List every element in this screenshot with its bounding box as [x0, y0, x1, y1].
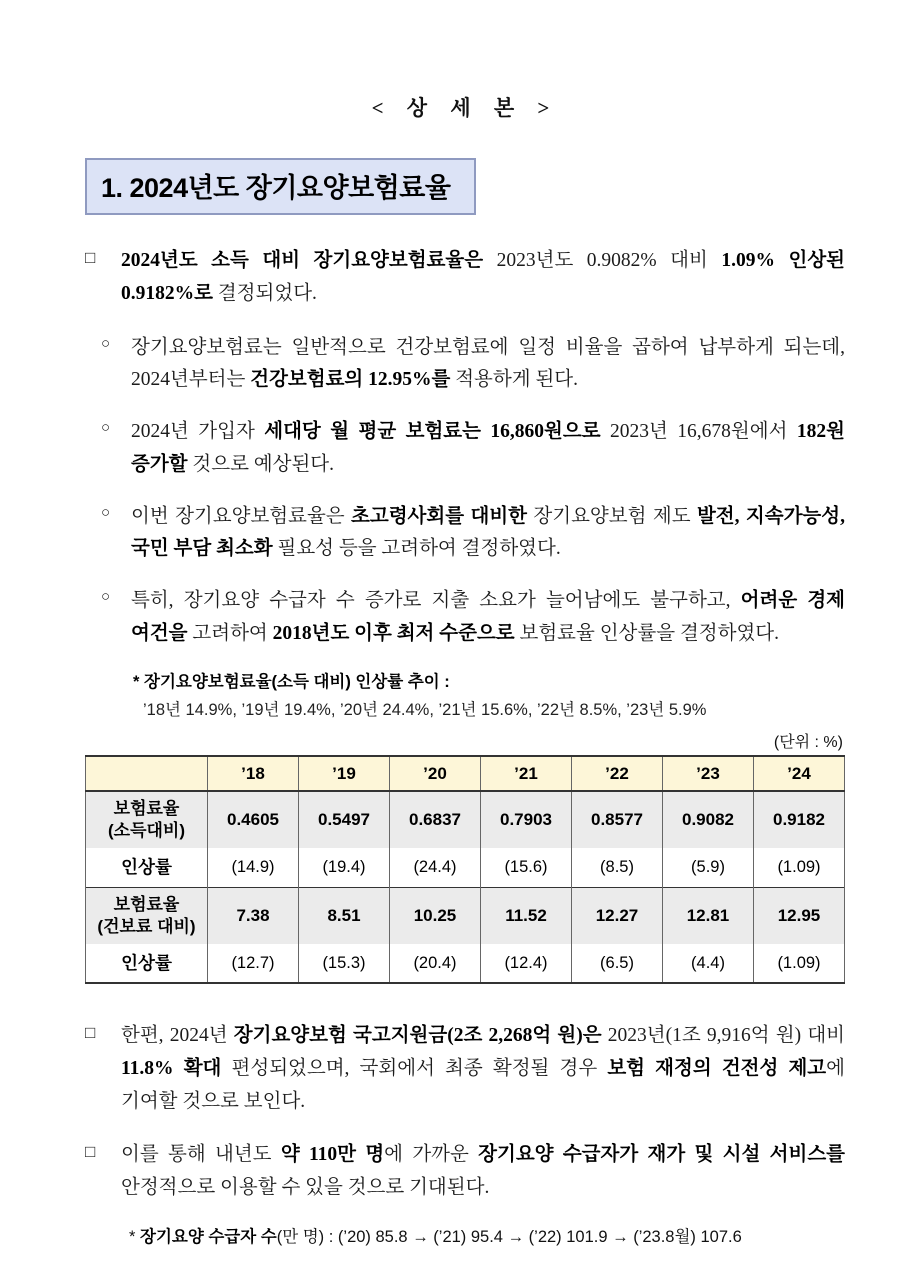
emphasis-text: 세대당 월 평균 보험료는 16,860원으로: [264, 421, 601, 442]
value-cell: (12.4): [481, 944, 572, 983]
value-cell: 0.6837: [390, 791, 481, 848]
paragraphs-bottom: [85, 1020, 845, 1205]
body-text: 안정적으로 이용할 수 있을 것으로 기대된다.: [121, 1177, 490, 1199]
emphasis-text: 장기요양보험 국고지원금(2조 2,268억 원)은: [233, 1025, 602, 1047]
emphasis-text: 장기요양 수급자 수: [140, 1227, 277, 1246]
year-header-cell: ’22: [572, 756, 663, 791]
emphasis-text: 2024년도 소득 대비 장기요양보험료율은: [121, 250, 484, 271]
value-cell: (24.4): [390, 848, 481, 887]
value-cell: 0.4605: [208, 791, 299, 848]
value-cell: 12.81: [663, 887, 754, 944]
body-text: 특히, 장기요양 수급자 수 증가로 지출 소요가 늘어남에도 불구하고,: [131, 590, 741, 611]
square-bullet-marker: □: [85, 1142, 96, 1162]
value-cell: 11.52: [481, 887, 572, 944]
paragraph: [85, 416, 845, 482]
body-text: 편성되었으며, 국회에서 최종 확정될 경우: [221, 1057, 608, 1079]
square-bullet-marker: □: [85, 248, 96, 267]
footnote-rate-trend: [133, 668, 845, 726]
paragraph: [85, 1020, 845, 1118]
body-text: 적용하게 된다.: [450, 369, 578, 391]
paragraphs-top: [85, 245, 845, 651]
emphasis-text: 약 110만 명: [280, 1144, 385, 1166]
value-cell: 7.38: [208, 887, 299, 944]
section-heading: 1. 2024년도 장기요양보험료율: [85, 158, 476, 215]
value-cell: (14.9): [208, 848, 299, 887]
doc-title: < 상 세 본 >: [371, 96, 559, 120]
value-cell: (1.09): [754, 944, 845, 983]
row-label: 보험료율 (건보료 대비): [86, 887, 208, 944]
emphasis-text: 발전, 지속가능성, 국민 부담 최소화: [131, 505, 845, 560]
footnote-recipients: [129, 1224, 845, 1250]
value-cell: 0.5497: [299, 791, 390, 848]
table-row: [86, 944, 845, 983]
circle-bullet-marker: ○: [101, 420, 111, 436]
footnote-rate-trend-values: ’18년 14.9%, ’19년 19.4%, ’20년 24.4%, ’21년 15.6%, ’22년 8.5%, ’23년 5.9%: [143, 701, 707, 720]
emphasis-text: 어려운 경제 여건을: [131, 590, 846, 644]
value-cell: 0.9082: [663, 791, 754, 848]
emphasis-text: 11.8% 확대: [121, 1057, 222, 1079]
rate-table-header: [86, 756, 845, 791]
value-cell: (15.3): [299, 944, 390, 983]
year-header-cell: ’24: [754, 756, 845, 791]
body-text: 이를 통해 내년도: [121, 1144, 281, 1166]
year-header-cell: ’18: [208, 756, 299, 791]
rate-table: [85, 755, 845, 984]
year-header-cell: ’19: [299, 756, 390, 791]
table-row: [86, 887, 845, 944]
row-label: 인상률: [86, 944, 208, 983]
table-row: [86, 848, 845, 887]
table-row: [86, 791, 845, 848]
value-cell: 0.9182: [754, 791, 845, 848]
value-cell: 0.7903: [481, 791, 572, 848]
value-cell: (8.5): [572, 848, 663, 887]
emphasis-text: 1.09% 인상된 0.9182%로: [121, 250, 846, 304]
emphasis-text: 2018년도 이후 최저 수준으로: [272, 622, 515, 644]
paragraph-text: [131, 332, 845, 398]
value-cell: (4.4): [663, 944, 754, 983]
emphasis-text: 182원 증가할: [131, 421, 845, 475]
paragraph: [85, 1139, 845, 1205]
paragraph: [85, 245, 845, 311]
body-text: 장기요양보험 제도: [527, 505, 697, 527]
value-cell: 12.27: [572, 887, 663, 944]
year-header-cell: ’21: [481, 756, 572, 791]
paragraph-text: [131, 416, 845, 482]
body-text: 보험료율 인상률을 결정하였다.: [514, 622, 780, 644]
value-cell: 8.51: [299, 887, 390, 944]
paragraph-text: [121, 245, 845, 311]
paragraph: [85, 585, 845, 651]
body-text: 2024년 가입자: [131, 421, 265, 442]
year-header-cell: ’23: [663, 756, 754, 791]
body-text: 2023년(1조 9,916억 원) 대비: [601, 1025, 846, 1047]
body-text: 에 기여할 것으로 보인다.: [121, 1057, 845, 1112]
value-cell: (20.4): [390, 944, 481, 983]
footnote-rate-trend-title: * 장기요양보험료율(소득 대비) 인상률 추이 :: [133, 672, 450, 691]
emphasis-text: 건강보험료의 12.95%를: [250, 369, 451, 391]
body-text: 이번 장기요양보험료율은: [131, 505, 352, 527]
body-text: 한편, 2024년: [121, 1025, 234, 1047]
emphasis-text: 보험 재정의 건전성 제고: [607, 1057, 827, 1079]
circle-bullet-marker: ○: [101, 589, 111, 605]
row-label: 보험료율 (소득대비): [86, 791, 208, 848]
paragraph-text: [131, 585, 845, 651]
paragraph: [85, 501, 845, 567]
body-text: (만 명) : (’20) 85.8 → (’21) 95.4 → (’22) 101.9 → (’23.8월) 107.6: [276, 1227, 742, 1246]
paragraph-text: [121, 1139, 845, 1205]
body-text: 결정되었다.: [212, 282, 317, 304]
year-header-cell: ’20: [390, 756, 481, 791]
paragraph: [85, 332, 845, 398]
value-cell: 10.25: [390, 887, 481, 944]
body-text: 필요성 등을 고려하여 결정하였다.: [272, 538, 561, 560]
row-label: 인상률: [86, 848, 208, 887]
paragraph-text: [131, 501, 845, 567]
value-cell: 12.95: [754, 887, 845, 944]
rate-table-body: [86, 791, 845, 983]
value-cell: 0.8577: [572, 791, 663, 848]
circle-bullet-marker: ○: [101, 335, 111, 352]
paragraph-text: [121, 1020, 845, 1118]
corner-header-cell: [86, 756, 208, 791]
body-text: 2023년도 0.9082% 대비: [483, 250, 722, 271]
body-text: 2023년 16,678원에서: [600, 421, 797, 442]
table-unit-label: (단위 : %): [773, 734, 843, 752]
value-cell: (1.09): [754, 848, 845, 887]
value-cell: (6.5): [572, 944, 663, 983]
circle-bullet-marker: ○: [101, 504, 111, 521]
emphasis-text: 초고령사회를 대비한: [351, 505, 527, 527]
body-text: 고려하여: [187, 622, 273, 644]
body-text: 장기요양보험료는 일반적으로 건강보험료에 일정 비율을 곱하여 납부하게 되는데, 2024년부터는: [131, 336, 845, 391]
emphasis-text: 장기요양 수급자가 재가 및 시설 서비스를: [478, 1144, 846, 1166]
body-text: *: [129, 1227, 141, 1246]
square-bullet-marker: □: [85, 1023, 96, 1043]
value-cell: (5.9): [663, 848, 754, 887]
value-cell: (19.4): [299, 848, 390, 887]
body-text: 에 가까운: [384, 1144, 479, 1166]
value-cell: (15.6): [481, 848, 572, 887]
body-text: 것으로 예상된다.: [187, 453, 334, 475]
value-cell: (12.7): [208, 944, 299, 983]
